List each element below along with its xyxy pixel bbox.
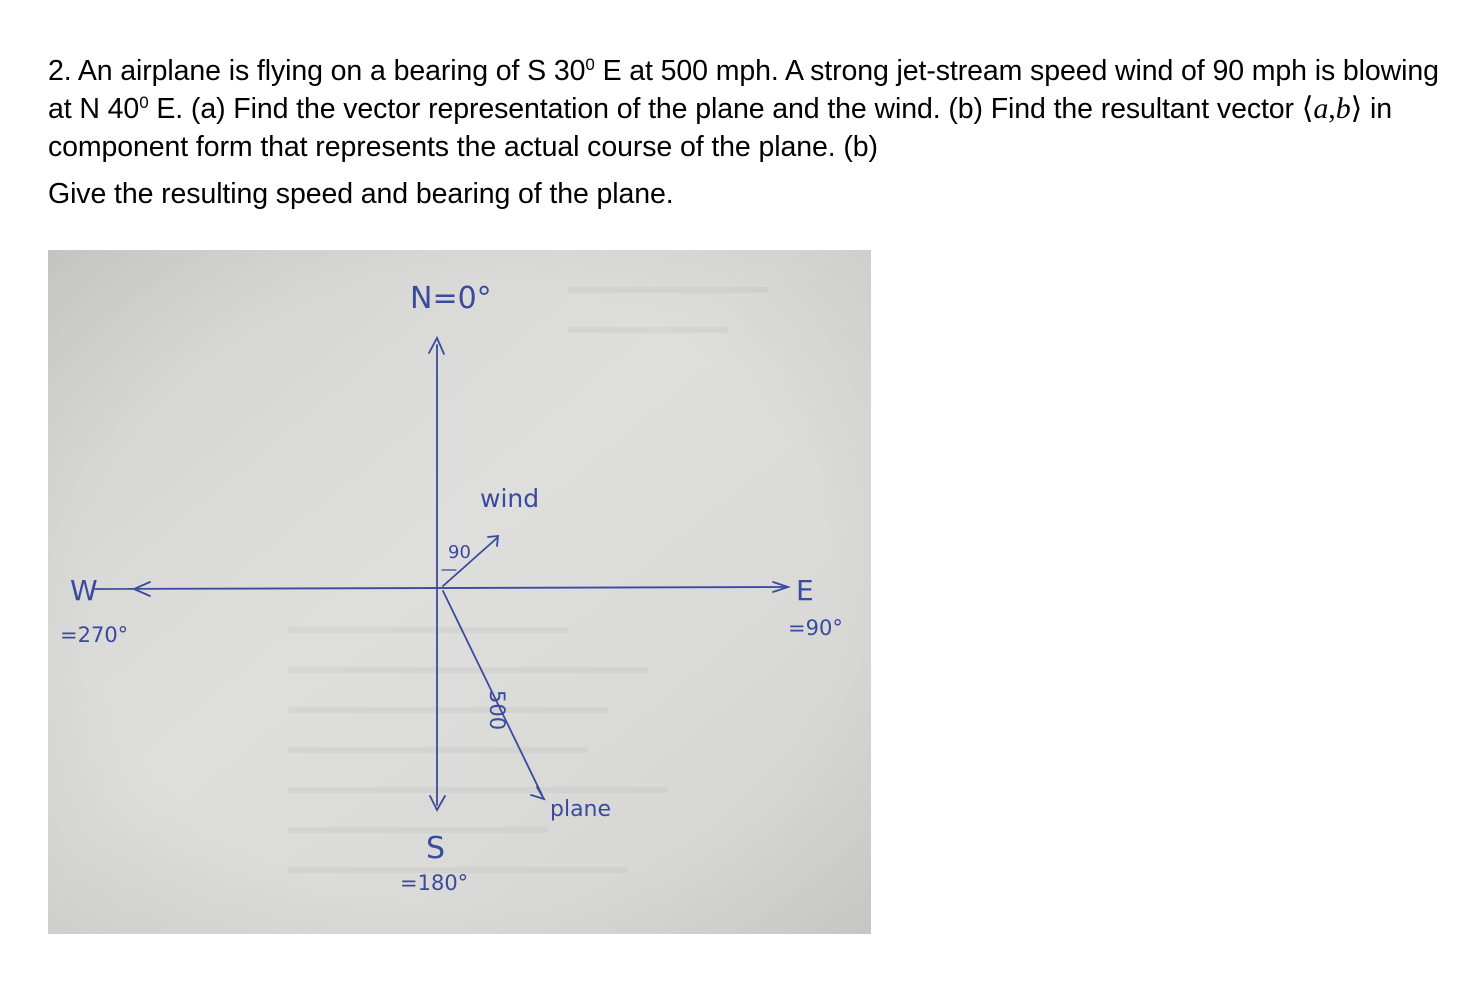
problem-paragraph (48, 52, 1458, 166)
south-degrees-label: =180° (400, 871, 469, 895)
wind-label: wind (480, 484, 540, 513)
resultant-vector-notation (1302, 92, 1362, 125)
problem-text-part-5: Give the resulting speed and bearing of the plane. (48, 178, 674, 210)
vector-close-bracket: ⟩ (1350, 92, 1363, 125)
south-label: S (426, 831, 446, 866)
problem-text-part-4: in component form that represents the actual course of the plane. (b) (48, 93, 1393, 163)
problem-text-part-2: E at 500 mph. A strong jet-stream speed wind of 90 mph is blowing at N 40 (48, 55, 1439, 125)
west-label: W (70, 574, 98, 607)
plane-label: plane (550, 797, 612, 822)
problem-paragraph-last (48, 175, 1458, 213)
north-label: N=0° (410, 281, 492, 316)
compass-diagram (48, 250, 871, 934)
plane-magnitude-label: 500 (485, 690, 509, 731)
vector-comma: , (1328, 92, 1336, 125)
degree-superscript: 0 (139, 93, 149, 112)
photo-vignette (48, 250, 871, 934)
vector-component-b: b (1335, 92, 1351, 125)
vector-open-bracket: ⟨ (1301, 92, 1314, 125)
vector-component-a: a (1313, 92, 1329, 125)
problem-number: 2. (48, 55, 72, 87)
problem-statement (48, 52, 1458, 213)
problem-text-part-3: E. (a) Find the vector representation of the plane and the wind. (b) Find the resultant vector (148, 93, 1302, 125)
problem-text-part-1: An airplane is flying on a bearing of S 30 (77, 55, 586, 87)
west-degrees-label: =270° (60, 623, 129, 647)
hand-drawn-diagram-photo (48, 250, 871, 934)
wind-magnitude-label: 90 (448, 542, 471, 563)
degree-superscript: 0 (585, 55, 595, 74)
east-degrees-label: =90° (788, 616, 843, 640)
east-label: E (796, 574, 814, 607)
